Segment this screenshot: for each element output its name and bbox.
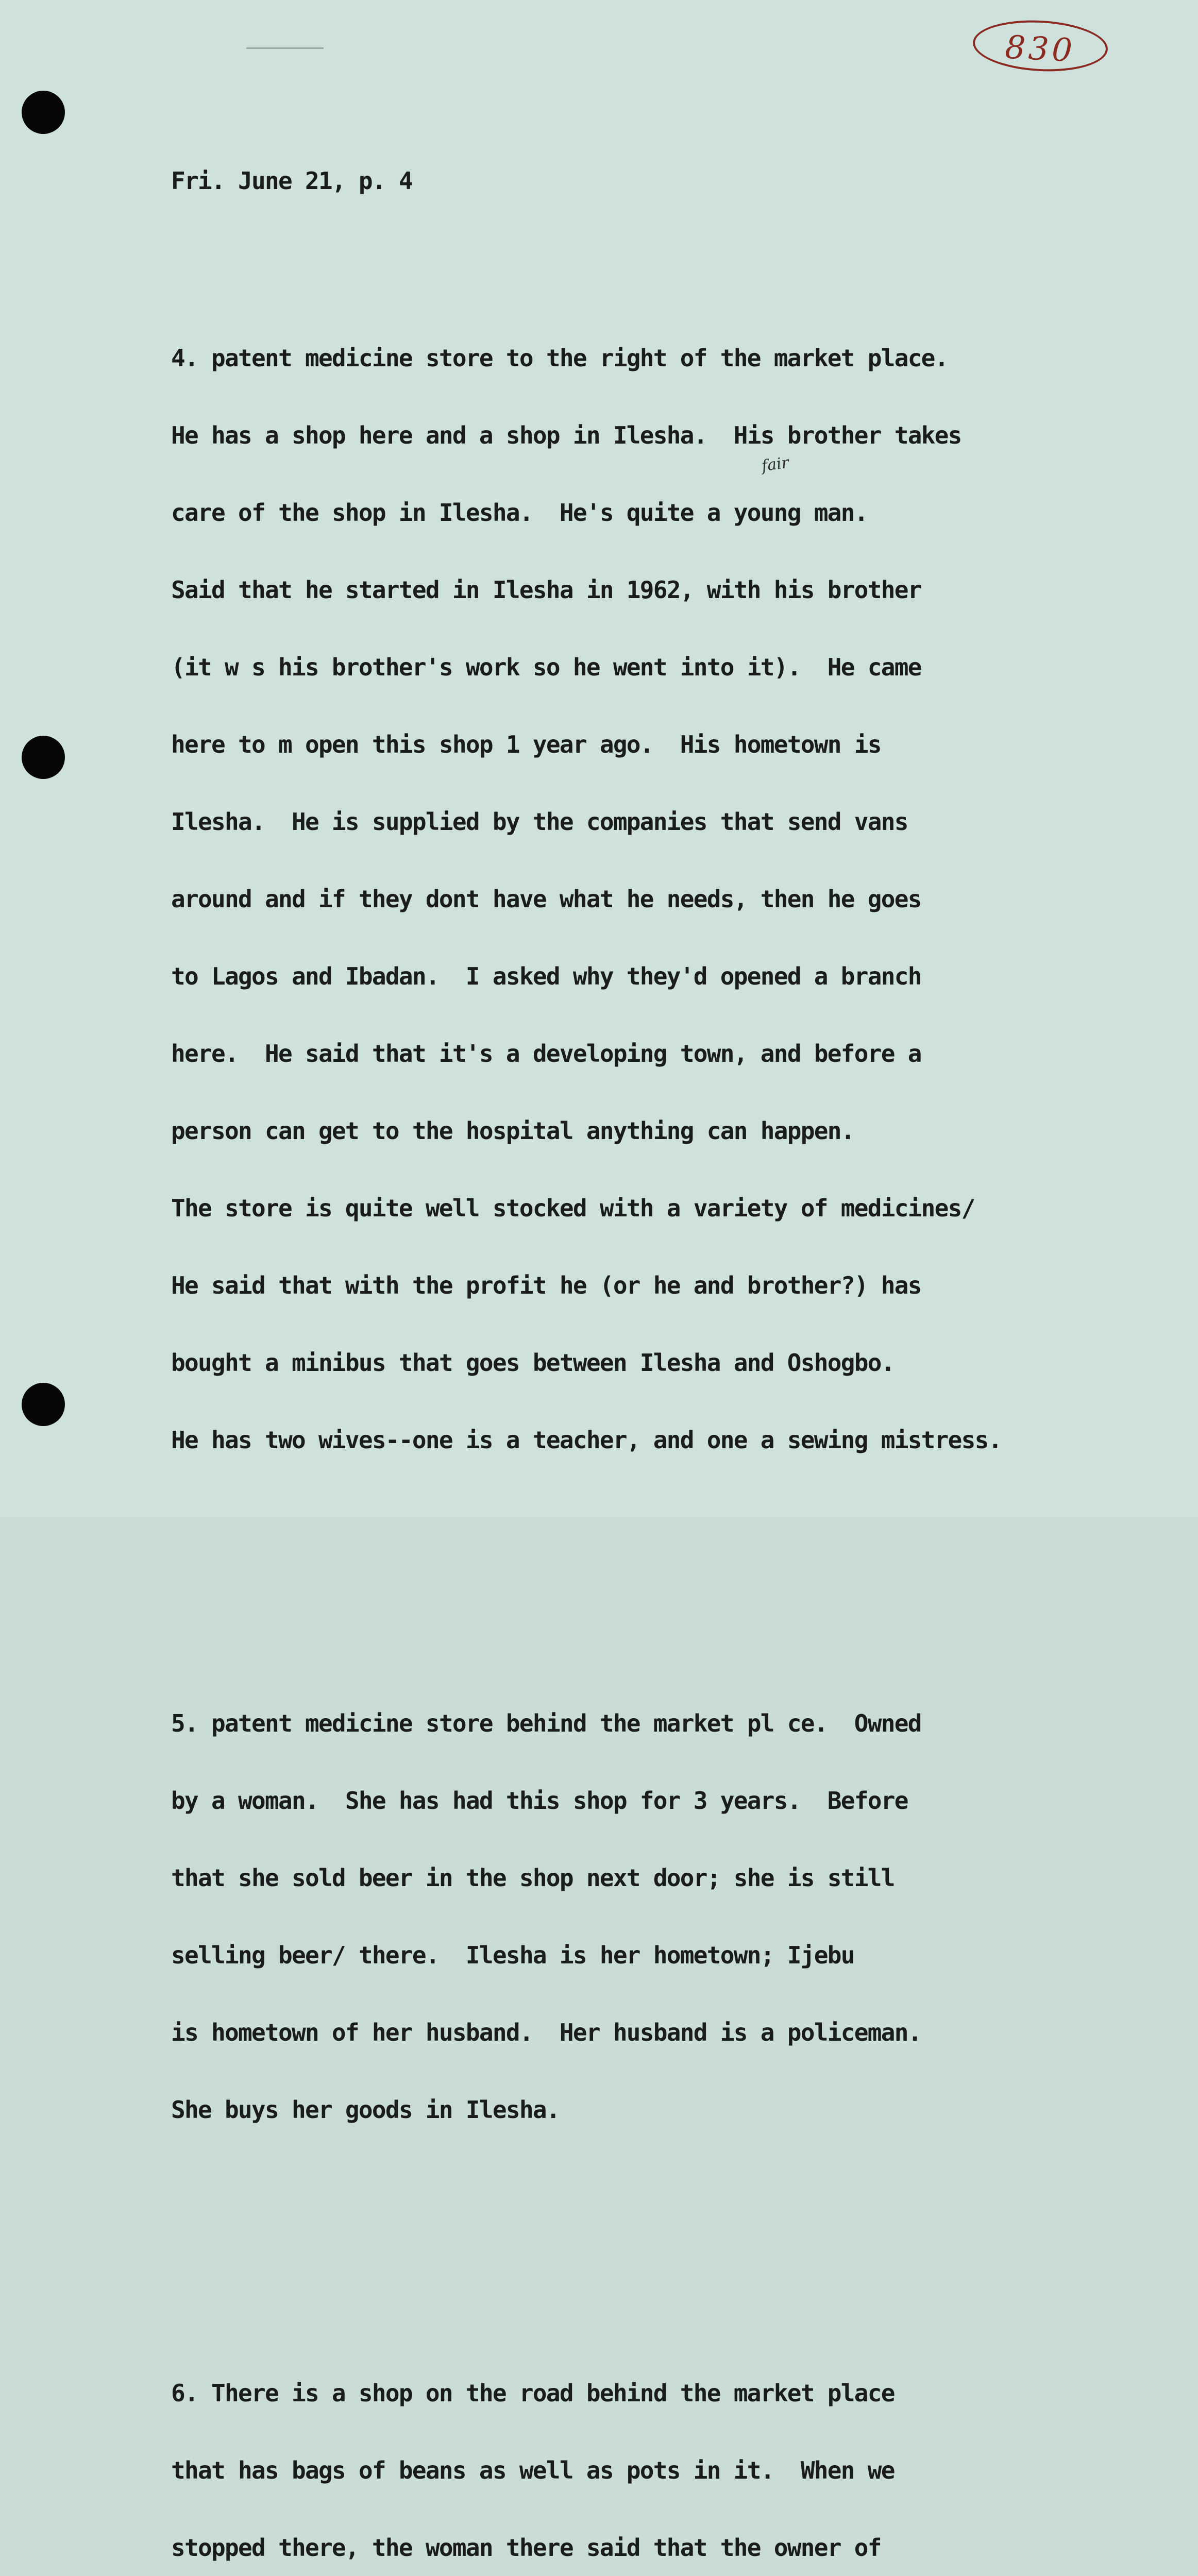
text-line: He has two wives--one is a teacher, and one a sewing mistress. <box>171 1426 1002 1454</box>
text-line: around and if they dont have what he needs, then he goes <box>171 885 921 913</box>
text-line: He has a shop here and a shop in Ilesha. His brother takes <box>171 421 961 449</box>
text-line: 5. patent medicine store behind the market pl ce. Owned <box>171 1709 921 1737</box>
text-line: 4. patent medicine store to the right of the market place. <box>171 344 948 372</box>
text-line: stopped there, the woman there said that the owner of <box>171 2534 881 2562</box>
text-line: Said that he started in Ilesha in 1962, with his brother <box>171 576 921 604</box>
date-heading: Fri. June 21, p. 4 <box>171 167 412 195</box>
text-line: He said that with the profit he (or he and brother?) has <box>171 1272 921 1299</box>
text-line: (it w s his brother's work so he went into it). He came <box>171 653 921 681</box>
entry-4 <box>171 294 1002 1504</box>
entry-5 <box>171 1659 1002 2174</box>
handwritten-annotation: fair <box>760 453 790 476</box>
text-line: by a woman. She has had this shop for 3 years. Before <box>171 1787 908 1815</box>
text-line: The store is quite well stocked with a variety of medicines/ <box>171 1194 975 1222</box>
text-line: that has bags of beans as well as pots in it. When we <box>171 2456 895 2484</box>
text-line: to Lagos and Ibadan. I asked why they'd opened a branch <box>171 962 921 990</box>
paragraph-gap <box>171 1556 1002 1582</box>
text-line: bought a minibus that goes between Ilesha and Oshogbo. <box>171 1349 895 1377</box>
page-number-stamp <box>972 17 1109 75</box>
text-line: here. He said that it's a developing town, and before a <box>171 1040 921 1067</box>
text-line: person can get to the hospital anything can happen. <box>171 1117 854 1145</box>
punch-hole-middle <box>22 736 65 779</box>
text-line: 6. There is a shop on the road behind the market place <box>171 2379 895 2407</box>
text-line: She buys her goods in Ilesha. <box>171 2096 560 2124</box>
typed-text-block <box>171 116 1002 2576</box>
text-line: here to m open this shop 1 year ago. His hometown is <box>171 731 881 758</box>
text-line: is hometown of her husband. Her husband is a policeman. <box>171 2019 921 2046</box>
top-rule <box>246 47 324 49</box>
punch-hole-top <box>22 91 65 134</box>
page-number-stamp-text: 830 <box>1004 28 1076 70</box>
entry-6 <box>171 2329 1002 2576</box>
punch-hole-bottom <box>22 1383 65 1426</box>
text-line: that she sold beer in the shop next door; she is still <box>171 1864 895 1892</box>
text-line: care of the shop in Ilesha. He's quite a young man. <box>171 499 868 527</box>
text-line: selling beer/ there. Ilesha is her hometown; Ijebu <box>171 1941 854 1969</box>
text-line: Ilesha. He is supplied by the companies that send vans <box>171 808 908 836</box>
paragraph-gap <box>171 2226 1002 2251</box>
